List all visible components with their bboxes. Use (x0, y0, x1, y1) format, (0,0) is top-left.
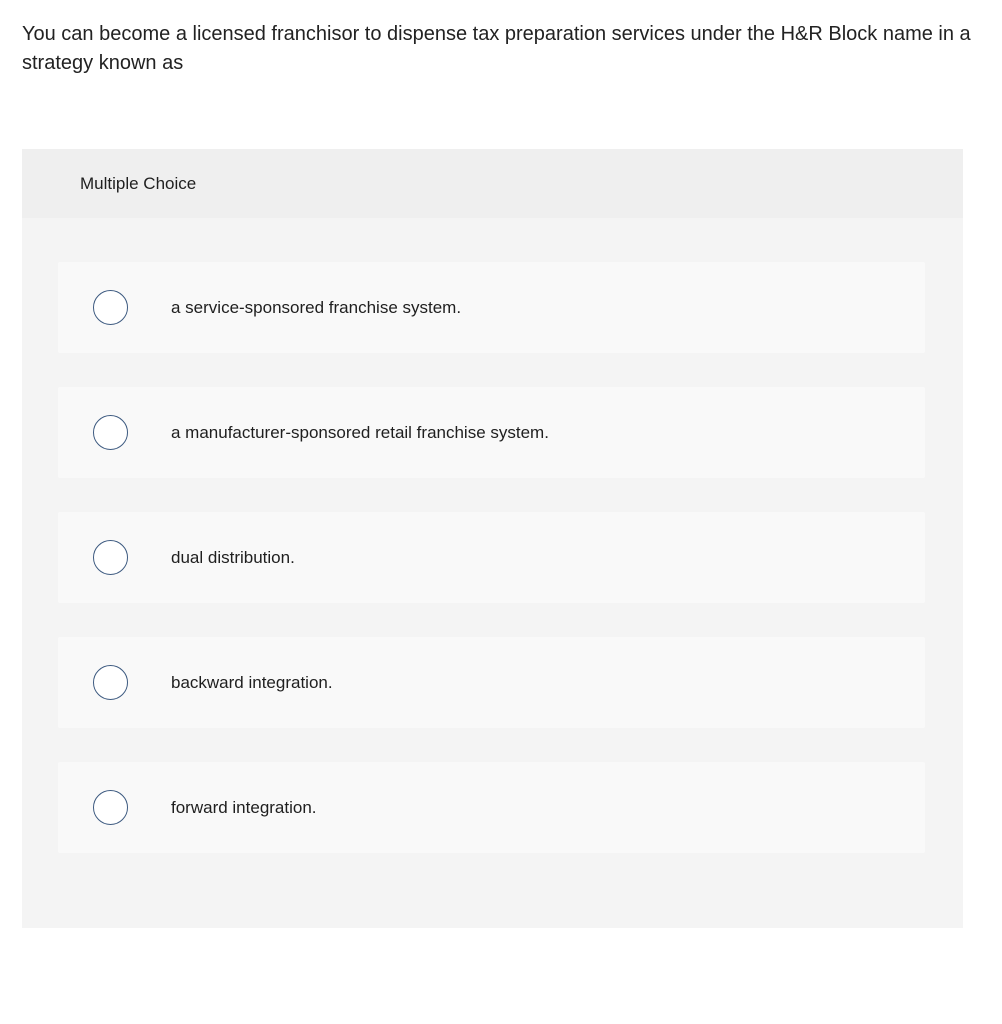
choice-option-4[interactable] (58, 637, 925, 728)
panel-header: Multiple Choice (22, 149, 963, 218)
choice-option-1[interactable] (58, 262, 925, 353)
choice-label: forward integration. (171, 797, 317, 817)
question-text: You can become a licensed franchisor to dispense tax preparation services under the H&R Block name in a strategy known as (22, 23, 971, 74)
choice-option-2[interactable] (58, 387, 925, 478)
multiple-choice-panel (22, 149, 963, 928)
choice-label: dual distribution. (171, 547, 295, 567)
radio-button[interactable] (93, 290, 128, 325)
radio-button[interactable] (93, 415, 128, 450)
radio-button[interactable] (93, 540, 128, 575)
choice-label: a manufacturer-sponsored retail franchise system. (171, 422, 549, 442)
choice-option-5[interactable] (58, 762, 925, 853)
choice-option-3[interactable] (58, 512, 925, 603)
choice-list (58, 262, 925, 887)
radio-button[interactable] (93, 665, 128, 700)
radio-button[interactable] (93, 790, 128, 825)
choice-label: backward integration. (171, 672, 333, 692)
choice-label: a service-sponsored franchise system. (171, 297, 462, 317)
